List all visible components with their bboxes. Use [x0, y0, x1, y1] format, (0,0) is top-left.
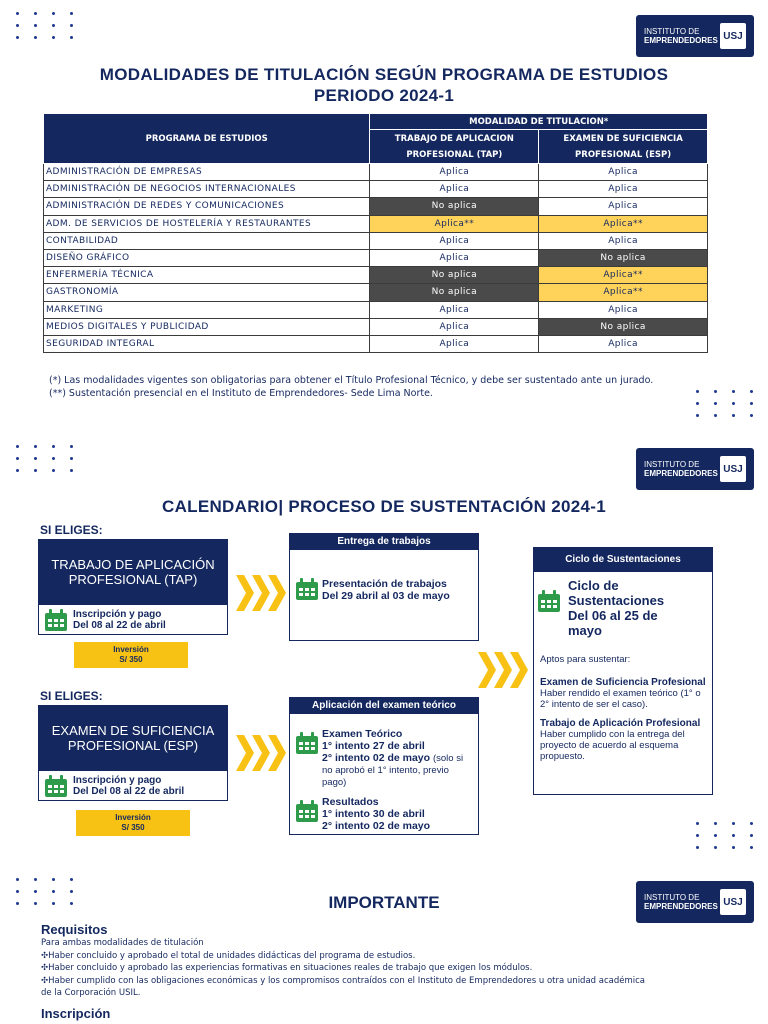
- table-row: [44, 301, 708, 318]
- esp-cell: Aplica**: [539, 215, 708, 232]
- esp-cell: No aplica: [539, 318, 708, 335]
- tap-cell: Aplica**: [370, 215, 539, 232]
- arrow-chevrons-icon: [236, 575, 286, 611]
- programa-cell: SEGURIDAD INTEGRAL: [44, 335, 370, 352]
- tap-cell: Aplica: [370, 181, 539, 198]
- tap-box: TRABAJO DE APLICACIÓN PROFESIONAL (TAP): [38, 539, 228, 605]
- examen-panel: Aplicación del examen teórico Examen Teórico 1° intento 27 de abril 2° intento 02 de mayo (solo si no aprobó el 1° intento, previo pago) Resultados 1° intento 30 de abril 2° intento 02 de mayo: [289, 697, 479, 835]
- entrega-header: Entrega de trabajos: [290, 534, 478, 550]
- requirements-title: Requisitos: [41, 922, 108, 937]
- decorative-dots-mid-right: [696, 390, 756, 420]
- header-esp: EXAMEN DE SUFICIENCIA PROFESIONAL (ESP): [539, 130, 708, 164]
- important-title: IMPORTANTE: [328, 893, 440, 912]
- calendar-icon: [296, 732, 318, 754]
- esp-cell: Aplica**: [539, 267, 708, 284]
- esp-box: EXAMEN DE SUFICIENCIA PROFESIONAL (ESP): [38, 705, 228, 771]
- programa-cell: GASTRONOMÍA: [44, 284, 370, 301]
- header-tap: TRABAJO DE APLICACION PROFESIONAL (TAP): [370, 130, 539, 164]
- table-row: [44, 318, 708, 335]
- usil-logo-mark: USJ: [720, 23, 746, 49]
- calendar-icon: [45, 775, 67, 797]
- header-modalidad: MODALIDAD DE TITULACION*: [370, 114, 708, 130]
- programa-cell: ADMINISTRACIÓN DE EMPRESAS: [44, 164, 370, 181]
- decorative-dots-mid-left: [16, 445, 76, 475]
- decorative-dots-lower-right: [696, 822, 756, 852]
- tap-cell: Aplica: [370, 318, 539, 335]
- si-eliges-label: SI ELIGES:: [40, 523, 103, 537]
- table-row: [44, 164, 708, 181]
- footnote-2: (**) Sustentación presencial en el Instituto de Emprendedores- Sede Lima Norte.: [49, 388, 433, 399]
- esp-requirement-title: Examen de Suficiencia Profesional: [540, 677, 706, 688]
- programa-cell: ENFERMERÍA TÉCNICA: [44, 267, 370, 284]
- tap-cell: No aplica: [370, 284, 539, 301]
- esp-cell: Aplica: [539, 335, 708, 352]
- calendar-icon: [45, 609, 67, 631]
- usil-logo-mark: USJ: [720, 456, 746, 482]
- esp-cell: Aplica: [539, 181, 708, 198]
- programa-cell: ADMINISTRACIÓN DE NEGOCIOS INTERNACIONALES: [44, 181, 370, 198]
- tap-requirement-desc: Haber cumplido con la entrega del proyecto de acuerdo al esquema propuesto.: [540, 729, 685, 762]
- table-row: [44, 284, 708, 301]
- requirements: [41, 922, 741, 1021]
- programa-cell: ADM. DE SERVICIOS DE HOSTELERÍA Y RESTAURANTES: [44, 215, 370, 232]
- table-row: [44, 232, 708, 249]
- calendar-icon: [538, 590, 560, 612]
- arrow-chevrons-icon: [236, 735, 286, 771]
- requirement-item: ✣Haber concluido y aprobado las experiencias formativas en situaciones reales de trabajo que exigen los módulos.: [41, 963, 533, 973]
- logo: INSTITUTO DE EMPRENDEDORES USJ: [636, 448, 754, 490]
- si-eliges-label: SI ELIGES:: [40, 689, 103, 703]
- esp-cell: Aplica: [539, 164, 708, 181]
- tap-cell: No aplica: [370, 198, 539, 215]
- esp-cell: Aplica: [539, 232, 708, 249]
- esp-cell: No aplica: [539, 249, 708, 266]
- table-row: [44, 198, 708, 215]
- page-title: MODALIDADES DE TITULACIÓN SEGÚN PROGRAMA DE ESTUDIOS PERIODO 2024-1: [99, 65, 669, 105]
- table-row: [44, 181, 708, 198]
- arrow-chevrons-icon: [478, 652, 528, 688]
- logo: INSTITUTO DE EMPRENDEDORES USJ: [636, 881, 754, 923]
- logo: INSTITUTO DE EMPRENDEDORES USJ: [636, 15, 754, 57]
- investment-badge: Inversión S/ 350: [74, 642, 188, 668]
- header-programa: PROGRAMA DE ESTUDIOS: [44, 114, 370, 164]
- esp-cell: Aplica: [539, 198, 708, 215]
- esp-inscription: Inscripción y pago Del Del 08 al 22 de abril: [38, 771, 228, 801]
- tap-requirement-title: Trabajo de Aplicación Profesional: [540, 718, 701, 729]
- programa-cell: CONTABILIDAD: [44, 232, 370, 249]
- examen-header: Aplicación del examen teórico: [290, 698, 478, 714]
- table-row: [44, 267, 708, 284]
- tap-cell: Aplica: [370, 335, 539, 352]
- programa-cell: DISEÑO GRÁFICO: [44, 249, 370, 266]
- programa-cell: MARKETING: [44, 301, 370, 318]
- requirement-item: ✣Haber concluido y aprobado el total de unidades didácticas del programa de estudios.: [41, 950, 416, 961]
- investment-badge: Inversión S/ 350: [76, 810, 190, 836]
- tap-inscription: Inscripción y pago Del 08 al 22 de abril: [38, 605, 228, 635]
- tap-cell: Aplica: [370, 249, 539, 266]
- tap-cell: Aplica: [370, 301, 539, 318]
- inscription-title: Inscripción: [41, 1005, 111, 1021]
- calendar-icon: [296, 800, 318, 822]
- ciclo-panel: Ciclo de Sustentaciones Ciclo de Sustentaciones Del 06 al 25 de mayo Aptos para sustentar: Examen de Suficiencia Profesional Haber rendido el examen teórico (1° o 2° intento de ser el caso). Trabajo de Aplicación Profesional Haber cumplido con la entrega del proyecto de acuerdo al esquema propuesto.: [533, 547, 713, 795]
- entrega-panel: Entrega de trabajos Presentación de trabajos Del 29 abril al 03 de mayo: [289, 533, 479, 641]
- esp-cell: Aplica**: [539, 284, 708, 301]
- requirement-item: ✣Haber cumplido con las obligaciones económicas y los compromisos contraídos con el Instituto de Emprendedores u otra unidad académica: [41, 975, 646, 986]
- calendar-icon: [296, 578, 318, 600]
- tap-cell: Aplica: [370, 164, 539, 181]
- programa-cell: ADMINISTRACIÓN DE REDES Y COMUNICACIONES: [44, 198, 370, 215]
- programa-cell: MEDIOS DIGITALES Y PUBLICIDAD: [44, 318, 370, 335]
- modalities-table: [43, 113, 708, 353]
- requirement-item: de la Corporación USIL.: [41, 988, 141, 998]
- footnote-1: (*) Las modalidades vigentes son obligatorias para obtener el Título Profesional Técnico, y debe ser sustentado ante un jurado.: [49, 375, 654, 386]
- tap-cell: No aplica: [370, 267, 539, 284]
- aptos-label: Aptos para sustentar:: [540, 654, 631, 665]
- table-row: [44, 335, 708, 352]
- esp-cell: Aplica: [539, 301, 708, 318]
- table-row: [44, 249, 708, 266]
- table-row: [44, 215, 708, 232]
- ciclo-header: Ciclo de Sustentaciones: [534, 548, 712, 572]
- esp-requirement-desc: Haber rendido el examen teórico (1° o 2° intento de ser el caso).: [540, 688, 701, 710]
- calendar-title: CALENDARIO| PROCESO DE SUSTENTACIÓN 2024-1: [162, 497, 606, 516]
- decorative-dots-top-left: [16, 12, 76, 42]
- requirements-subtitle: Para ambas modalidades de titulación: [41, 938, 204, 948]
- usil-logo-mark: USJ: [720, 889, 746, 915]
- tap-cell: Aplica: [370, 232, 539, 249]
